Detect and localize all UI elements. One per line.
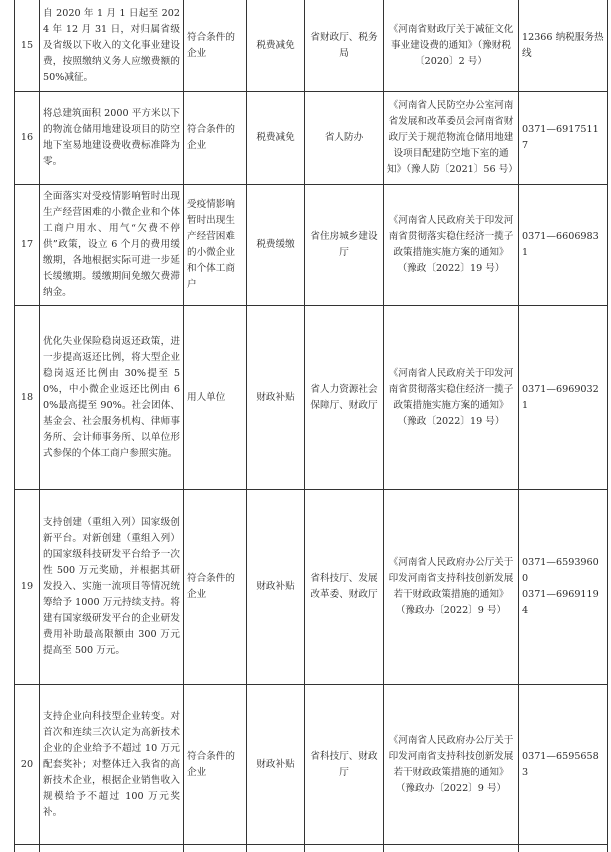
phone-number: 0371—69691194 [522, 589, 599, 616]
empty-cell [40, 845, 184, 852]
policy-content: 支持创建（重组入列）国家级创新平台。对新创建（重组入列）的国家级科技研发平台给予一次性 500 万元奖励，并根据其研发投入、实施一流项目等情况统筹给予 1000 万元持续支持。将建有国家级研发平台的企业研发费用补助最高限额由 300 万元提高至 500 万元。 [40, 490, 184, 685]
phone-number: 0371—65939600 [522, 557, 599, 584]
table-row [15, 685, 608, 845]
row-number: 15 [15, 0, 40, 92]
empty-cell [305, 845, 384, 852]
policy-target: 受疫情影响暂时出现生产经营困难的小微企业和个体工商户 [184, 185, 247, 306]
row-number: 18 [15, 306, 40, 490]
policy-department: 省住房城乡建设厅 [305, 185, 384, 306]
policy-department: 省科技厅、财政厅 [305, 685, 384, 845]
row-number: 16 [15, 92, 40, 185]
policy-type: 财政补贴 [247, 490, 305, 685]
table-row [15, 306, 608, 490]
policy-department: 省财政厅、税务局 [305, 0, 384, 92]
contact-phone [519, 92, 608, 185]
policy-type: 财政补贴 [247, 306, 305, 490]
policy-department: 省人防办 [305, 92, 384, 185]
contact-phone [519, 490, 608, 685]
empty-cell [519, 845, 608, 852]
policy-type: 财政补贴 [247, 685, 305, 845]
policy-basis: 《河南省人民政府关于印发河南省贯彻落实稳住经济一揽子政策措施实施方案的通知》（豫政〔2022〕19 号） [384, 306, 519, 490]
table-row [15, 185, 608, 306]
empty-cell [184, 845, 247, 852]
empty-cell [247, 845, 305, 852]
table-row-partial [15, 845, 608, 852]
policy-target: 用人单位 [184, 306, 247, 490]
contact-phone [519, 685, 608, 845]
contact-phone [519, 185, 608, 306]
row-number: 19 [15, 490, 40, 685]
policy-department: 省科技厅、发展改革委、财政厅 [305, 490, 384, 685]
empty-cell [15, 845, 40, 852]
policy-basis: 《河南省人民政府办公厅关于印发河南省支持科技创新发展若干财政政策措施的通知》（豫政办〔2022〕9 号） [384, 490, 519, 685]
contact-phone [519, 306, 608, 490]
phone-number: 0371—66069831 [522, 231, 599, 258]
policy-basis: 《河南省人民防空办公室河南省发展和改革委员会河南省财政厅关于规范物流仓储用地建设项目配建防空地下室的通知》（豫人防〔2021〕56 号） [384, 92, 519, 185]
policy-basis: 《河南省财政厅关于减征文化事业建设费的通知》（豫财税〔2020〕2 号） [384, 0, 519, 92]
policy-target: 符合条件的企业 [184, 0, 247, 92]
policy-target: 符合条件的企业 [184, 685, 247, 845]
phone-number: 0371—69175117 [522, 124, 599, 151]
table-row [15, 0, 608, 92]
policy-content: 优化失业保险稳岗返还政策，进一步提高返还比例，将大型企业稳岗返还比例由 30%提至 50%，中小微企业返还比例由 60%最高提至 90%。社会团体、基金会、社会服务机构、律师事务所、会计师事务所、以单位形式参保的个体工商户参照实施。 [40, 306, 184, 490]
phone-number: 0371—65956583 [522, 750, 599, 778]
table-row [15, 490, 608, 685]
policy-basis: 《河南省人民政府办公厅关于印发河南省支持科技创新发展若干财政政策措施的通知》（豫政办〔2022〕9 号） [384, 685, 519, 845]
table-row [15, 92, 608, 185]
policy-content: 自 2020 年 1 月 1 日起至 2024 年 12 月 31 日，对归属省级及省级以下收入的文化事业建设费，按照缴纳义务人应缴费额的 50%减征。 [40, 0, 184, 92]
policy-department: 省人力资源社会保障厅、财政厅 [305, 306, 384, 490]
policy-table [14, 0, 608, 852]
policy-content: 全面落实对受疫情影响暂时出现生产经营困难的小微企业和个体工商户用水、用气“欠费不停供”政策，设立 6 个月的费用缓缴期，各地根据实际可进一步延长缓缴期。缓缴期间免缴欠费滞纳金。 [40, 185, 184, 306]
policy-type: 税费减免 [247, 92, 305, 185]
policy-target: 符合条件的企业 [184, 490, 247, 685]
policy-type: 税费缓缴 [247, 185, 305, 306]
phone-number: 12366 纳税服务热线 [522, 31, 604, 59]
policy-content: 支持企业向科技型企业转变。对首次和连续三次认定为高新技术企业的企业给予不超过 10 万元配套奖补；对整体迁入我省的高新技术企业，根据企业销售收入规模给予不超过 100 万元奖补。 [40, 685, 184, 845]
empty-cell [384, 845, 519, 852]
policy-content: 将总建筑面积 2000 平方米以下的物流仓储用地建设项目的防空地下室易地建设费收费标准降为零。 [40, 92, 184, 185]
policy-target: 符合条件的企业 [184, 92, 247, 185]
contact-phone [519, 0, 608, 92]
phone-number: 0371—69690321 [522, 383, 599, 411]
policy-type: 税费减免 [247, 0, 305, 92]
row-number: 20 [15, 685, 40, 845]
row-number: 17 [15, 185, 40, 306]
policy-basis: 《河南省人民政府关于印发河南省贯彻落实稳住经济一揽子政策措施实施方案的通知》（豫政〔2022〕19 号） [384, 185, 519, 306]
